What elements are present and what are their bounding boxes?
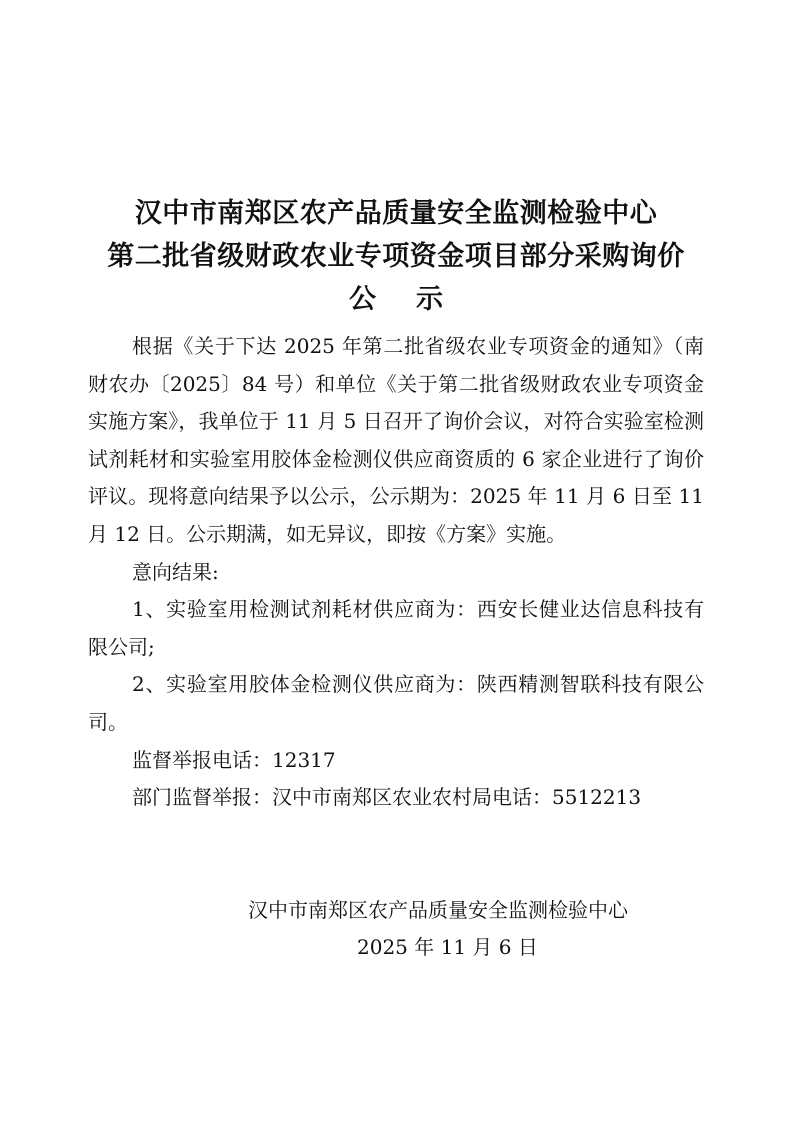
- signature-organization: 汉中市南郑区农产品质量安全监测检验中心: [248, 898, 628, 922]
- signature-date: 2025 年 11 月 6 日: [357, 935, 538, 959]
- title-line-1: 汉中市南郑区农产品质量安全监测检验中心: [134, 198, 658, 229]
- main-paragraph: 根据《关于下达 2025 年第二批省级农业专项资金的通知》（南财农办〔2025〕84 号）和单位《关于第二批省级财政农业专项资金实施方案》，我单位于 11 月 5 日召开了询价会议，对符合实验室检测试剂耗材和实验室用胶体金检测仪供应商资质的 6 家企业进行了询价评议。现将意向结果予以公示，公示期为：2025 年 11 月 6 日至 11 月 12 日。公示期满，如无异议，即按《方案》实施。: [88, 334, 704, 546]
- title-line-2: 第二批省级财政农业专项资金项目部分采购询价: [107, 241, 685, 272]
- document-title: [0, 192, 792, 321]
- document-body: [88, 328, 704, 817]
- result-item-2: 2、实验室用胶体金检测仪供应商为：陕西精测智联科技有限公司。: [88, 672, 704, 734]
- result-item-1: 1、实验室用检测试剂耗材供应商为：西安长健业达信息科技有限公司;: [88, 597, 704, 659]
- hotline-text: 监督举报电话：12317: [132, 747, 336, 772]
- title-line-3: 公示: [349, 284, 483, 315]
- result-heading: 意向结果:: [132, 559, 219, 584]
- dept-hotline-text: 部门监督举报：汉中市南郑区农业农村局电话：5512213: [132, 785, 642, 810]
